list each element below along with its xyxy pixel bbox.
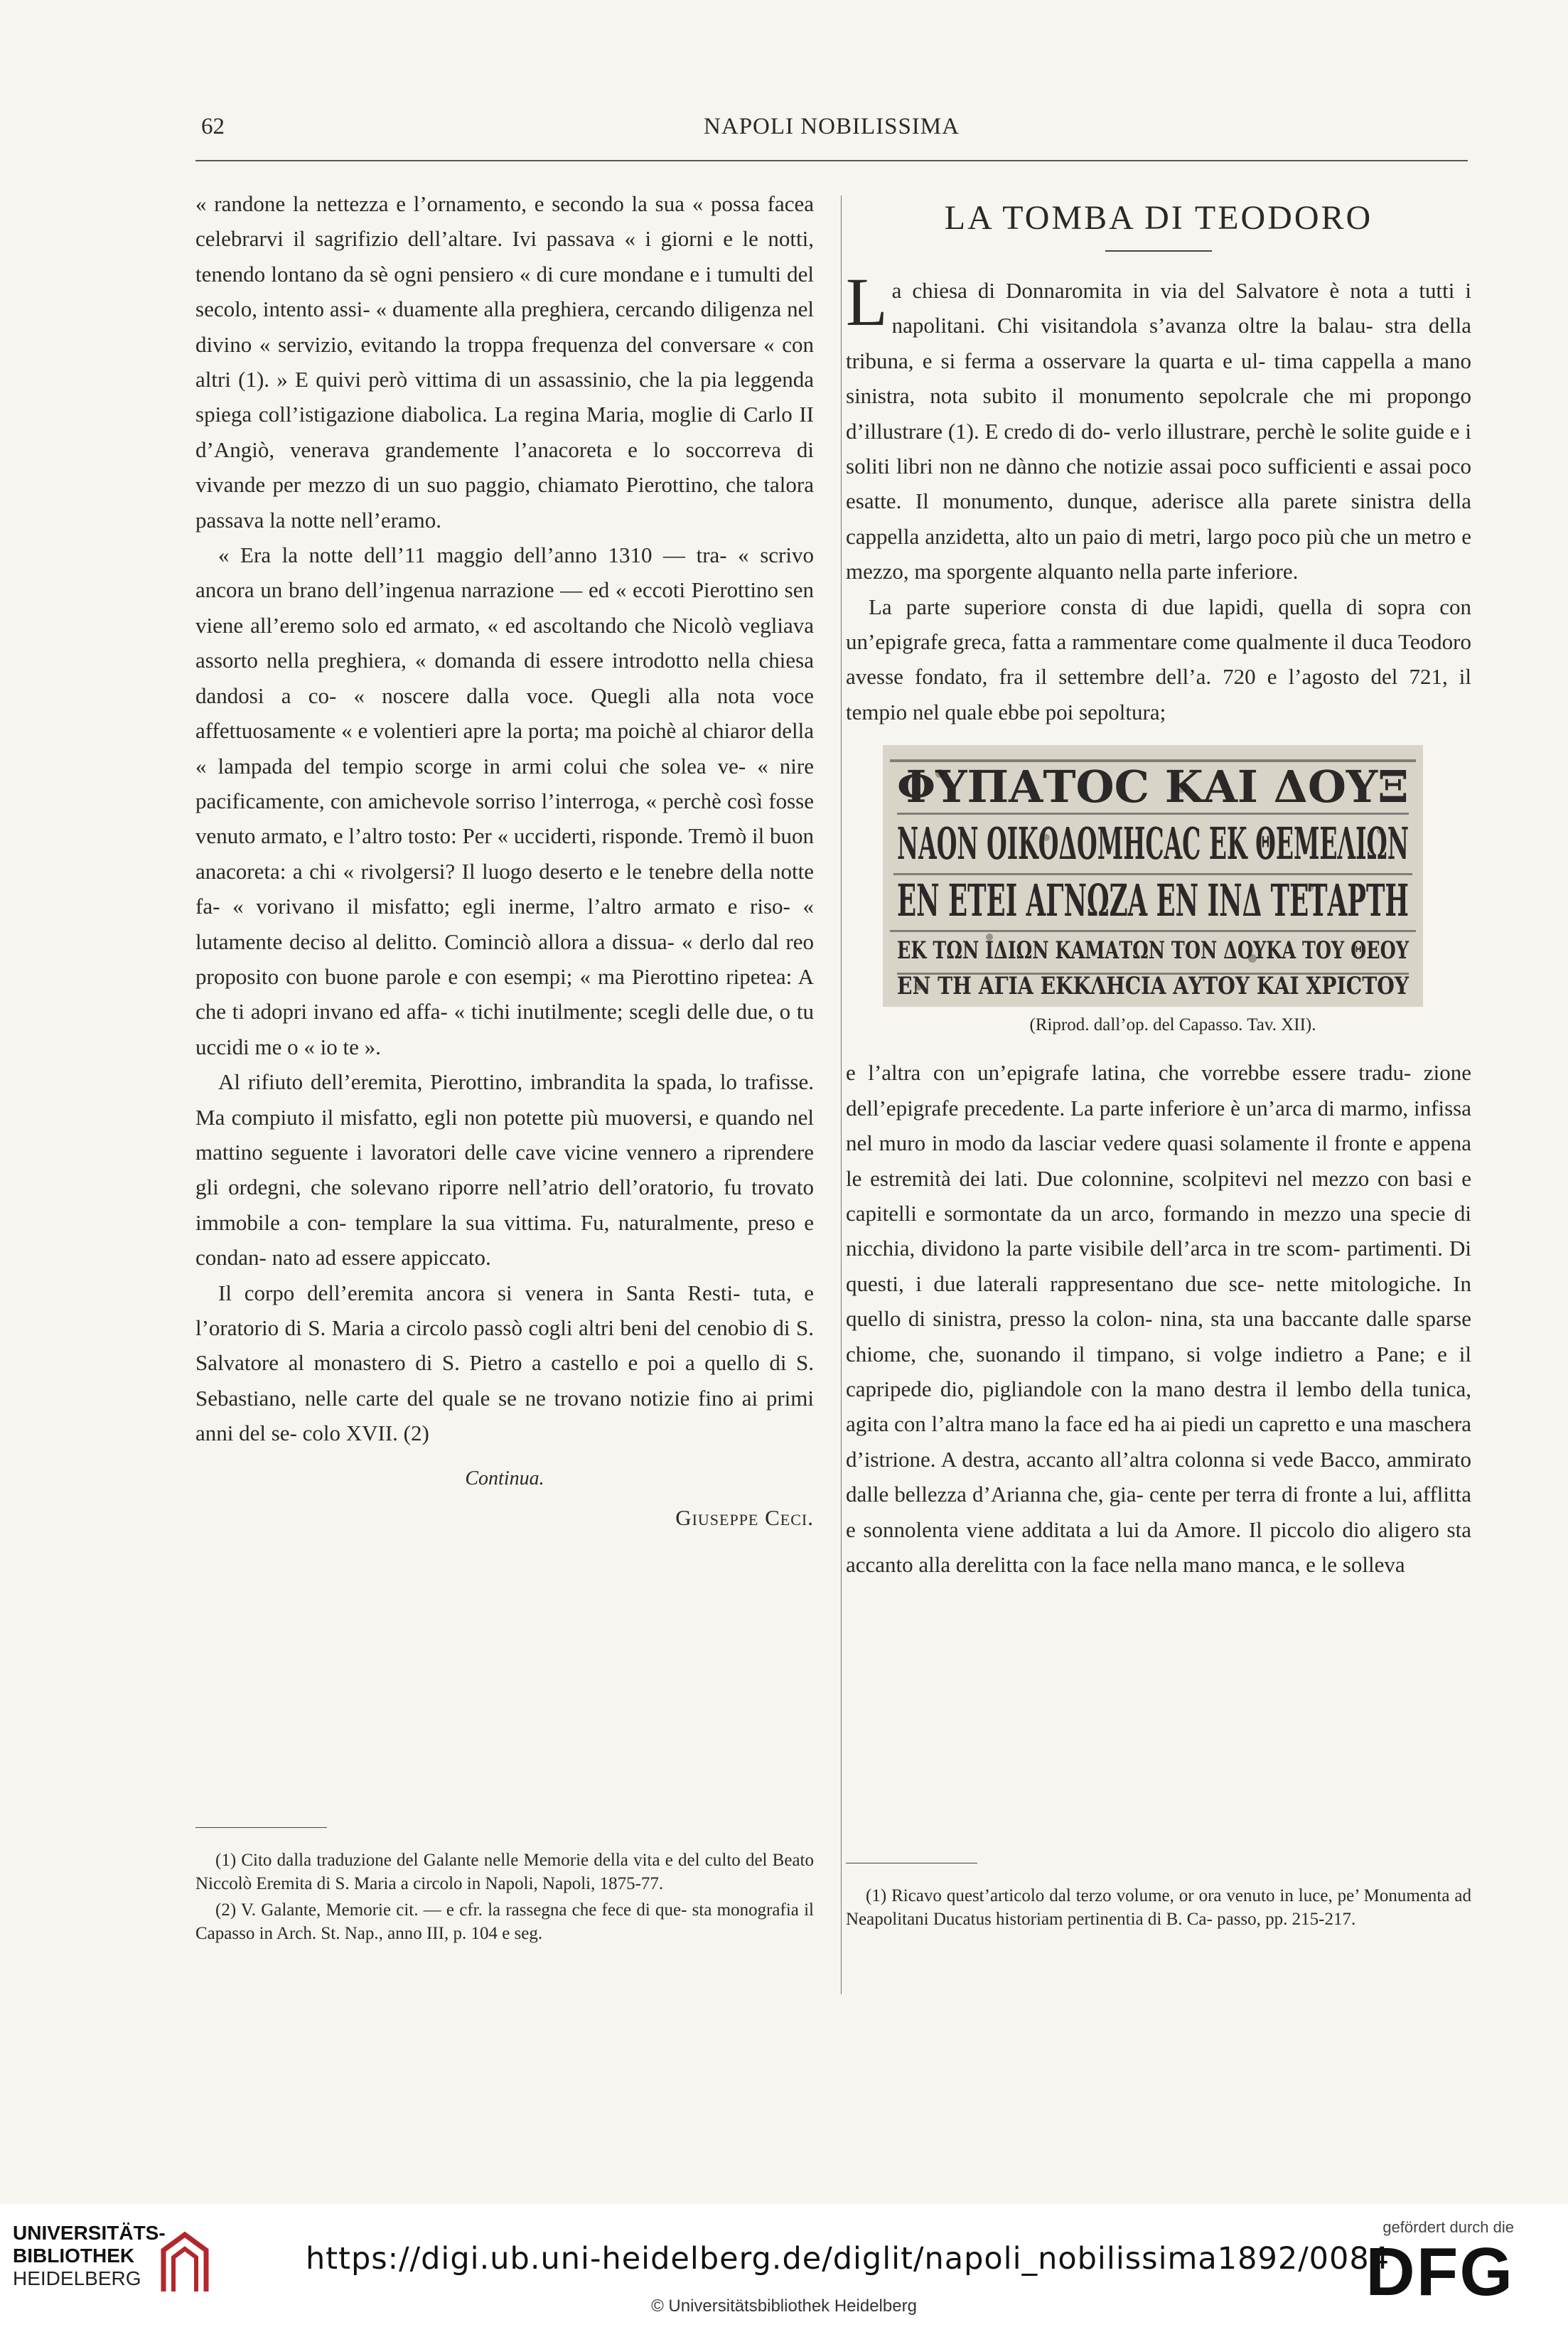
column-divider [841, 196, 842, 1994]
library-name-line-2: BIBLIOTHEK [13, 2245, 135, 2267]
copyright-notice: © Universitätsbibliothek Heidelberg [651, 2296, 917, 2316]
inscription-image [883, 745, 1423, 1007]
left-footnotes [195, 1849, 814, 1948]
right-footnotes [846, 1884, 1471, 1934]
title-rule [1105, 250, 1212, 252]
journal-title: NAPOLI NOBILISSIMA [704, 114, 960, 139]
author-signature: Giuseppe Ceci. [675, 1505, 814, 1531]
running-head [195, 114, 1468, 149]
viewer-footer [0, 2204, 1568, 2332]
header-rule [195, 160, 1468, 161]
inscription-plate [883, 745, 1423, 1007]
page-number: 62 [201, 114, 225, 139]
left-column [195, 186, 814, 1535]
inscription-line-4: ΕΚ ΤΩΝ ΙΔΙΩΝ ΚΑΜΑΤΩΝ ΤΟΝ ΔΟΥΚΑ ΤΟΥ ΘΕΟΥ [897, 936, 1409, 966]
left-paragraph-1: « randone la nettezza e l’ornamento, e secondo la sua « possa facea celebrarvi il sagrifizio dell’altare. Ivi passava « i giorni e le notti, tenendo lontano da sè ogni pensiero « di cure mondane e i tumulti del secolo, intento assi- « duamente alla preghiera, cercando diligenza nel divino « servizio, evitando la troppa frequenza del conversare « con altri (1). » E quivi però vittima di un assassinio, che la pia leggenda spiega coll’istigazione diabolica. La regina Maria, moglie di Carlo II d’Angiò, venerava grandemente l’anacoreta e lo soccorreva di vivande per mezzo di un suo paggio, chiamato Pierottino, che talora passava la notte nell’eramo. [195, 191, 814, 533]
left-paragraph-4: Il corpo dell’eremita ancora si venera in Santa Resti- tuta, e l’oratorio di S. Maria a circolo passò cogli altri beni del cenobio di S. Salvatore al monastero di S. Pietro a castello e poi a quello di S. Sebastiano, nelle carte del quale se ne trovano notizie fino ai primi anni del se- colo XVII. (2) [195, 1280, 814, 1446]
inscription-line-2: ΝΑΟΝ ΟΙΚΟΔΟΜΗCΑC ΕΚ ΘΕΜΕΛΙΩΝ [897, 818, 1409, 870]
right-footnote-1: (1) Ricavo quest’articolo dal terzo volume, or ora venuto in luce, pe’ Monumenta ad Neapolitani Ducatus historiam pertinentia di B. Ca- passo, pp. 215-217. [846, 1886, 1471, 1929]
left-footnote-2: (2) V. Galante, Memorie cit. — e cfr. la rassegna che fece di que- sta monografia il Capasso in Arch. St. Nap., anno III, p. 104 e seg. [195, 1900, 814, 1943]
right-paragraph-3: e l’altra con un’epigrafe latina, che vorrebbe essere tradu- zione dell’epigrafe precedente. La parte inferiore è un’arca di marmo, infissa nel muro in modo da lasciar vedere quasi solamente il fronte e appena le estremità dei lati. Due colonnine, scolpitevi nel mezzo con basi e capitelli e sormontate da un arco, formando in mezzo una specie di nicchia, dividono la parte visibile dell’arca in tre scom- partimenti. Di questi, i due laterali rappresentano due sce- nette mitologiche. In quello di sinistra, presso la colon- nina, sta una baccante dalle sparse chiome, che, suonando il timpano, si volge indietro a Pane; e il capripede dio, pigliandole con la mano destra il lembo della tunica, agita con l’altra mano la face ed ha ai piedi un capretto e una maschera d’istrione. A destra, accanto all’altra colonna si vede Bacco, ammirato dalle bellezza d’Arianna che, gia- cente per terra di fronte a lui, afflitta e sonnolenta viene additata a lui da Amore. Il piccolo dio aligero sta accanto alla derelitta con la face nella mano manca, e le solleva [846, 1060, 1471, 1577]
library-emblem-icon [156, 2229, 213, 2297]
permalink-url[interactable]: https://digi.ub.uni-heidelberg.de/diglit/napoli_nobilissima1892/0084 [306, 2241, 1390, 2277]
article-title: LA TOMBA DI TEODORO [944, 199, 1373, 237]
right-column [846, 186, 1471, 1582]
left-paragraph-3: Al rifiuto dell’eremita, Pierottino, imbrandita la spada, lo trafisse. Ma compiuto il misfatto, egli non potette più muoversi, e quando nel mattino seguente i lavoratori delle cave vicine vennero a riprendere gli ordegni, che solevano riporre nell’atrio dell’oratorio, fu trovato immobile a con- templare la sua vittima. Fu, naturalmente, preso e condan- nato ad essere appiccato. [195, 1069, 814, 1271]
inscription-caption: (Riprod. dall’op. del Capasso. Tav. XII). [1029, 1015, 1316, 1035]
left-paragraph-2: « Era la notte dell’11 maggio dell’anno 1310 — tra- « scrivo ancora un brano dell’ingenua narrazione — ed « eccoti Pierottino sen viene all’eremo solo ed armato, « ed ascoltando che Nicolò vegliava assorto nella preghiera, « domanda di essere introdotto nella chiesa dandosi a co- « noscere dalla voce. Quegli alla nota voce affettuosamente « e volentieri apre la porta; ma poichè al chiaror della « lampada del tempio scorge in armi colui che solea ve- « nire pacificamente, con amichevole sorriso l’interroga, « perchè così fosse venuto armato, e l’altro tosto: Per « ucciderti, risponde. Tremò il buon anacoreta: a chi « rivolgersi? Il luogo deserto e le tenebre della notte fa- « vorivano il misfatto; egli inerme, l’altro armato e riso- « lutamente deciso al delitto. Cominciò allora a dissua- « derlo dal reo proposito con buone parole e con esempi; « ma Pierottino ripetea: A che ti adopri invano ed affa- « tichi inutilmente; scegli delle due, o tu uccidi me o « io te ». [195, 542, 814, 1059]
right-paragraph-1: a chiesa di Donnaromita in via del Salvatore è nota a tutti i napolitani. Chi visitandola s’avanza oltre la balau- stra della tribuna, e si ferma a osservare la quarta e ul- tima cappella a mano sinistra, nota subito il monumento sepolcrale che mi propongo d’illustrare (1). E credo di do- verlo illustrare, perchè le solite guide e i soliti libri non ne dànno che notizie assai poco sufficienti e assai poco esatte. Il monumento, dunque, aderisce alla parete sinistra della cappella anzidetta, alto un paio di metri, largo poco più che un metro e mezzo, ma sporgente alquanto nella parte inferiore. [846, 278, 1471, 584]
left-footnote-rule [195, 1827, 327, 1828]
library-name-line-1: UNIVERSITÄTS- [13, 2222, 166, 2244]
inscription-line-3: ΕΝ ΕΤΕΙ ΑΓΝΩΖΑ ΕΝ ΙΝΔ ΤΕΤΑΡΤΗ [897, 874, 1409, 927]
library-logo[interactable] [13, 2222, 166, 2290]
right-paragraph-2: La parte superiore consta di due lapidi, quella di sopra con un’epigrafe greca, fatta a rammentare come qualmente il duca Teodoro avesse fondato, fra il settembre dell’a. 720 e l’agosto del 721, il tempio nel quale ebbe poi sepoltura; [846, 594, 1471, 724]
dfg-logo[interactable] [1336, 2218, 1550, 2325]
library-name-line-3: HEIDELBERG [13, 2267, 141, 2289]
drop-cap: L [846, 264, 888, 340]
continua-note: Continua. [465, 1467, 544, 1489]
inscription-line-1: ΦΥΠΑΤΟC ΚΑΙ ΔΟΥΞ [897, 761, 1409, 813]
funding-note: gefördert durch die [1382, 2218, 1514, 2236]
dfg-wordmark: DFG [1365, 2234, 1514, 2310]
left-footnote-1: (1) Cito dalla traduzione del Galante nelle Memorie della vita e del culto del Beato Niccolò Eremita di S. Maria a circolo in Napoli, Napoli, 1875-77. [195, 1851, 814, 1893]
inscription-line-5: ΕΝ ΤΗ ΑΓΙΑ ΕΚΚΛΗCΙΑ ΑΥΤΟΥ ΚΑΙ ΧΡΙCΤΟΥ [897, 972, 1409, 1001]
